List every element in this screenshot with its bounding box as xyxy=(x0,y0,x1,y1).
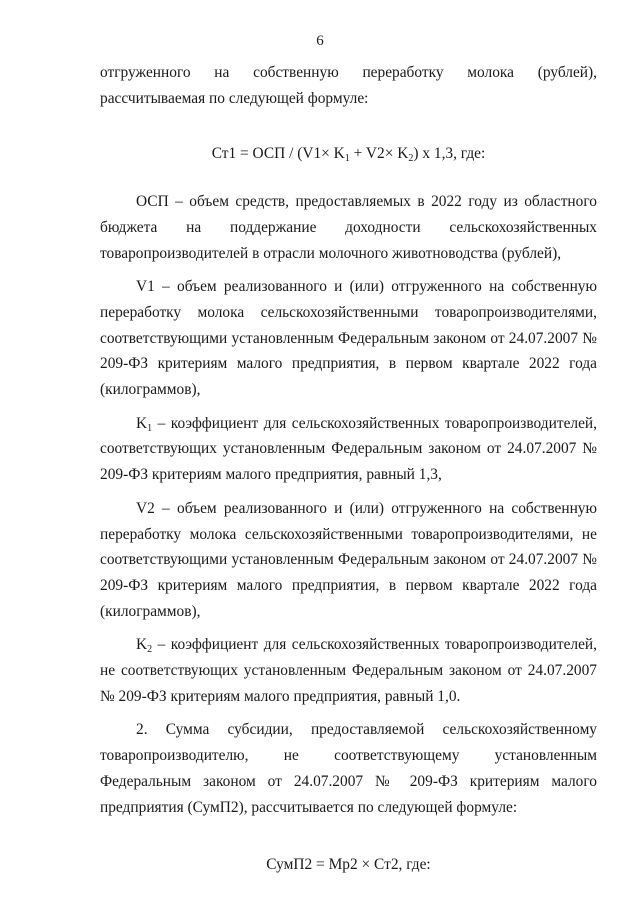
formula-sump2: СумП2 = Мр2 × Ст2, где: xyxy=(266,856,431,874)
k1-symbol: K xyxy=(136,414,148,432)
k2-symbol: K xyxy=(136,636,148,654)
k1-subscript: 1 xyxy=(147,422,153,434)
k2-subscript: 2 xyxy=(147,644,153,656)
formula-st1-part1: Ст1 = ОСП / (V1× K xyxy=(211,145,345,163)
formula-st1-part3: ) х 1,3, где: xyxy=(413,145,486,163)
formula-st1-part2: + V2× K xyxy=(349,145,409,163)
page-number: 6 xyxy=(316,33,324,49)
intro-paragraph: отгруженного на собственную переработку молока (рублей), рассчитываемая по следующей формуле: xyxy=(100,64,597,107)
definition-v2: V2 – объем реализованного и (или) отгруженного на собственную переработку молока сельскохозяйственными товаропроизводителями, не соответствующими установленным Федеральным законом от 24.07.2007 № 209-ФЗ критериям малого предприятия, в первом квартале 2022 года (килограммов), xyxy=(100,499,597,620)
formula-st1-sub2: 2 xyxy=(408,153,414,165)
definition-k1 xyxy=(100,411,597,488)
item-2-paragraph: 2. Сумма субсидии, предоставляемой сельскохозяйственному товаропроизводителю, не соответствующему установленным Федеральным законом от 24.07.2007 № 209-ФЗ критериям малого предприятия (СумП2), рассчитывается по следующей формуле: xyxy=(100,721,597,816)
definition-osp: ОСП – объем средств, предоставляемых в 2022 году из областного бюджета на поддержание доходности сельскохозяйственных товаропроизводителей в отрасли молочного животноводства (рублей), xyxy=(100,193,597,262)
definition-v1: V1 – объем реализованного и (или) отгруженного на собственную переработку молока сельскохозяйственными товаропроизводителями, соответствующими установленным Федеральным законом от 24.07.2007 № 209-ФЗ критериям малого предприятия, в первом квартале 2022 года (килограммов), xyxy=(100,278,597,399)
k1-text: – коэффициент для сельскохозяйственных товаропроизводителей, соответствующих установленным Федеральным законом от 24.07.2007 № 209-ФЗ критериям малого предприятия, равный 1,3, xyxy=(100,414,597,484)
k2-text: – коэффициент для сельскохозяйственных товаропроизводителей, не соответствующих установленным Федеральным законом от 24.07.2007 № 209-ФЗ критериям малого предприятия, равный 1,0. xyxy=(100,636,597,705)
document-body xyxy=(100,60,597,878)
definition-k2 xyxy=(100,632,597,709)
formula-st1 xyxy=(100,141,597,167)
formula-st1-sub1: 1 xyxy=(344,153,350,165)
